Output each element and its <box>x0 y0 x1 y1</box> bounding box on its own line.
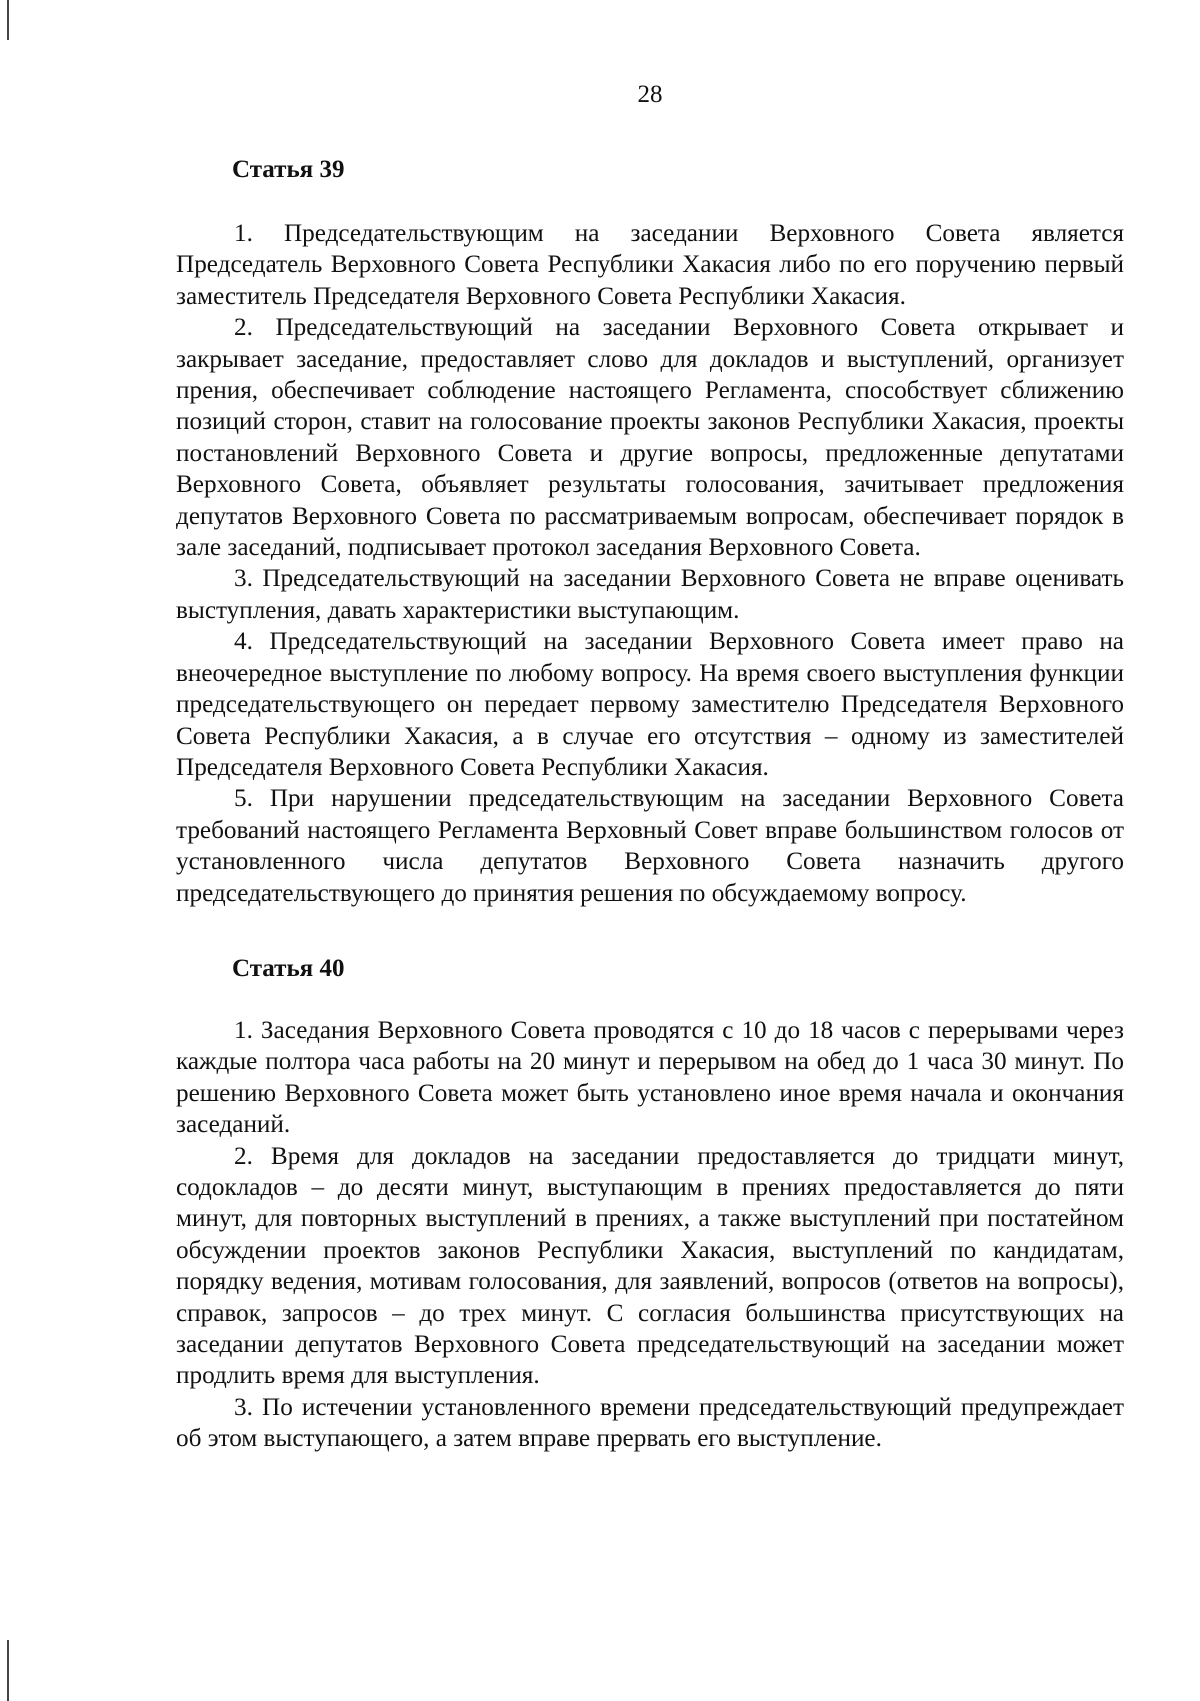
document-body <box>176 154 1124 1455</box>
scan-edge-mark-top <box>7 0 9 40</box>
article-39 <box>176 154 1124 909</box>
scan-edge-mark-bottom <box>7 1640 9 1701</box>
article-40 <box>176 953 1124 1455</box>
article-title: Статья 40 <box>232 954 345 982</box>
paragraph: 5. При нарушении председательствующим на заседании Верховного Совета требований настоящего Регламента Верховный Совет вправе большинством голосов от установленного числа депутатов Верховного Совета назначить другого председательствующего до принятия решения по обсуждаемому вопросу. <box>176 785 1124 907</box>
page-number: 28 <box>637 81 663 108</box>
paragraph: 3. По истечении установленного времени председательствующий предупреждает об этом выступающего, а затем вправе прервать его выступление. <box>176 1393 1124 1453</box>
paragraph: 2. Время для докладов на заседании предоставляется до тридцати минут, содокладов – до десяти минут, выступающим в прениях предоставляется до пяти минут, для повторных выступлений в прениях, а также выступлений при постатейном обсуждении проектов законов Республики Хакасия, выступлений по кандидатам, порядку ведения, мотивам голосования, для заявлений, вопросов (ответов на вопросы), справок, запросов – до трех минут. С согласия большинства присутствующих на заседании депутатов Верховного Совета председательствующий на заседании может продлить время для выступления. <box>176 1142 1124 1390</box>
paragraph: 1. Председательствующим на заседании Верховного Совета является Председатель Верховного Совета Республики Хакасия либо по его поручению первый заместитель Председателя Верховного Совета Республики Хакасия. <box>176 220 1124 310</box>
paragraph: 1. Заседания Верховного Совета проводятся с 10 до 18 часов с перерывами через каждые полтора часа работы на 20 минут и перерывом на обед до 1 часа 30 минут. По решению Верховного Совета может быть установлено иное время начала и окончания заседаний. <box>176 1016 1124 1139</box>
paragraph: 2. Председательствующий на заседании Верховного Совета открывает и закрывает заседание, предоставляет слово для докладов и выступлений, организует прения, обеспечивает соблюдение настоящего Регламента, способствует сближению позиций сторон, ставит на голосование проекты законов Республики Хакасия, проекты постановлений Верховного Совета и другие вопросы, предложенные депутатами Верховного Совета, объявляет результаты голосования, зачитывает предложения депутатов Верховного Совета по рассматриваемым вопросам, обеспечивает порядок в зале заседаний, подписывает протокол заседания Верховного Совета. <box>176 314 1124 562</box>
paragraph: 4. Председательствующий на заседании Верховного Совета имеет право на внеочередное выступление по любому вопросу. На время своего выступления функции председательствующего он передает первому заместителю Председателя Верховного Совета Республики Хакасия, а в случае его отсутствия – одному из заместителей Председателя Верховного Совета Республики Хакасия. <box>176 628 1124 781</box>
paragraph: 3. Председательствующий на заседании Верховного Совета не вправе оценивать выступления, давать характеристики выступающим. <box>176 565 1124 624</box>
article-title: Статья 39 <box>232 156 345 183</box>
